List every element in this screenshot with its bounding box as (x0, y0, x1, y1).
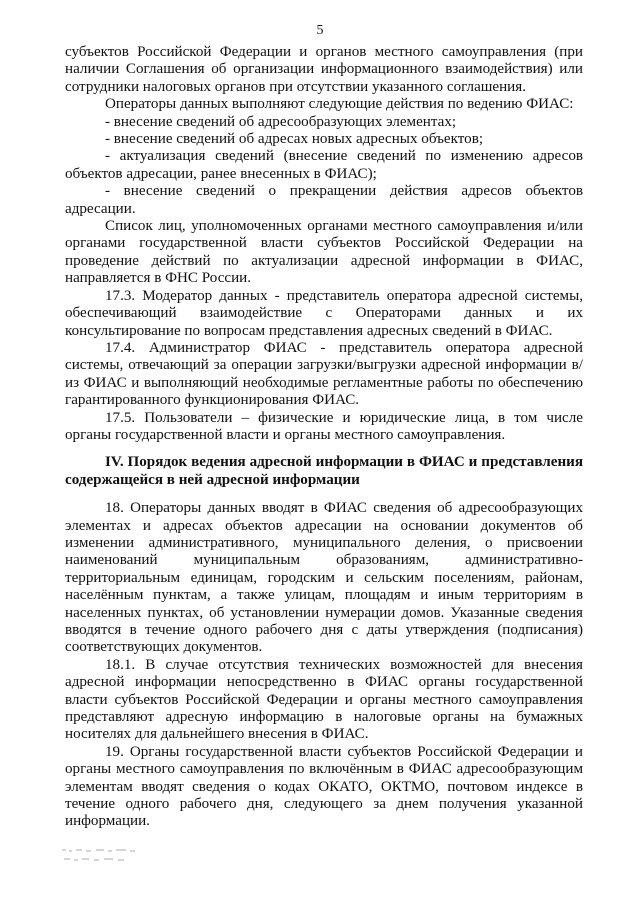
paragraph: 17.3. Модератор данных - представитель оператора адресной системы, обеспечивающий взаимодействие с Операторами данных и их консультирование по вопросам представления адресных сведений в ФИАС. (65, 287, 583, 339)
paragraph: субъектов Российской Федерации и органов местного самоуправления (при наличии Соглашения об организации информационного взаимодействия) или сотрудники налоговых органов при отсутствии указанного соглашения. (65, 44, 583, 95)
paragraph: Операторы данных выполняют следующие действия по ведению ФИАС: (105, 96, 574, 113)
paragraph: - внесение сведений об адресообразующих элементах; (105, 113, 457, 130)
paragraph: 19. Органы государственной власти субъектов Российской Федерации и органы местного самоуправления по включённым в ФИАС адресообразующим элементам вводят сведения о кодах ОКАТО, ОКТМО, почтовом индексе в течение одного рабочего дня, следующего за днем получения указанной информации. (65, 743, 583, 830)
scan-noise-mark (60, 846, 140, 868)
paragraph: - внесение сведений об адресах новых адресных объектов; (105, 131, 484, 148)
paragraph: - актуализация сведений (внесение сведений по изменению адресов объектов адресации, ранее внесенных в ФИАС); (65, 148, 583, 182)
paragraph: 17.5. Пользователи – физические и юридические лица, в том числе органы государственной власти и органы местного самоуправления. (65, 409, 583, 443)
document-body (65, 44, 583, 831)
paragraph: 17.4. Администратор ФИАС - представитель оператора адресной системы, отвечающий за операции загрузки/выгрузки адресной информации в/из ФИАС и выполняющий необходимые регламентные работы по обеспечению гарантированного функционирования ФИАС. (65, 339, 583, 409)
section-heading: IV. Порядок ведения адресной информации в ФИАС и представления содержащейся в ней адресной информации (65, 454, 583, 488)
paragraph: - внесение сведений о прекращении действия адресов объектов адресации. (65, 183, 583, 217)
paragraph: 18.1. В случае отсутствия технических возможностей для внесения адресной информации непосредственно в ФИАС органы государственной власти субъектов Российской Федерации и органы местного самоуправления представляют адресную информацию в налоговые органы на бумажных носителях для дальнейшего внесения в ФИАС. (65, 656, 583, 743)
paragraph: 18. Операторы данных вводят в ФИАС сведения об адресообразующих элементах и адресах объектов адресации на основании документов об изменении административного, муниципального деления, о присвоении наименований муниципальным образованиям, административно-территориальным единицам, городским и сельским поселениям, районам, населённым пунктам, а также улицам, площадям и иным территориям в населенных пунктах, об установлении нумерации домов. Указанные сведения вводятся в течение одного рабочего дня с даты утверждения (подписания) соответствующих документов. (65, 500, 583, 656)
page-number: 5 (316, 23, 324, 38)
paragraph: Список лиц, уполномоченных органами местного самоуправления и/или органами государственной власти субъектов Российской Федерации на проведение действий по актуализации адресной информации в ФИАС, направляется в ФНС России. (65, 218, 583, 287)
